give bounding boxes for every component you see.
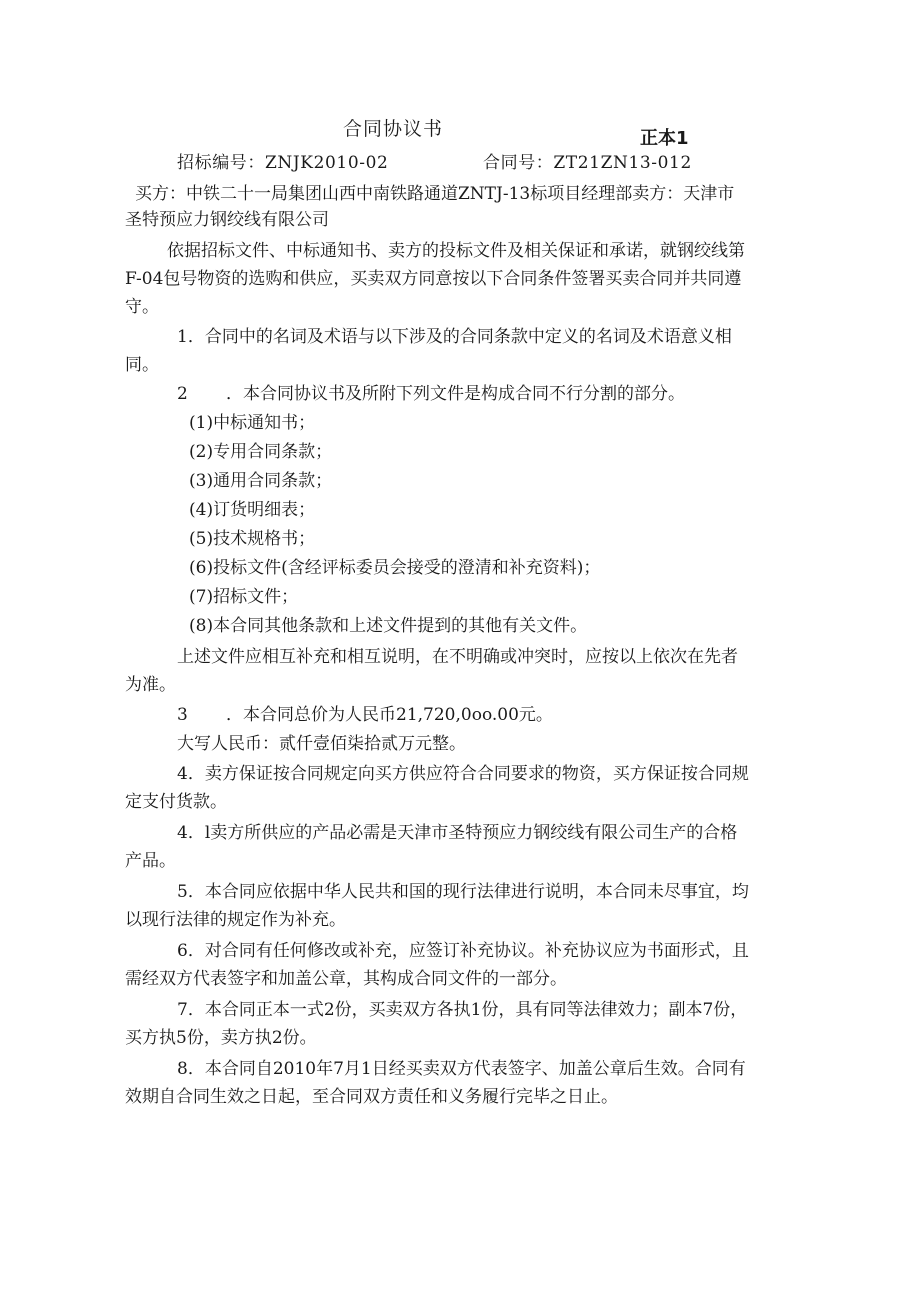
parties-line-2: 圣特预应力钢绞线有限公司 <box>125 210 329 230</box>
clause-6-line-1: 6．对合同有任何修改或补充，应签订补充协议。补充协议应为书面形式，且 <box>177 941 749 961</box>
clause-2-note-line-2: 为准。 <box>125 675 176 695</box>
clause-2-item-6: (6)投标文件(含经评标委员会接受的澄清和补充资料)； <box>189 558 601 578</box>
clause-2-item-5: (5)技术规格书； <box>189 529 316 549</box>
intro-line-2: F-04包号物资的选购和供应，买卖双方同意按以下合同条件签署买卖合同并共同遵 <box>125 269 742 289</box>
clause-8-line-2: 效期自合同生效之日起，至合同双方责任和义务履行完毕之日止。 <box>125 1087 618 1107</box>
clause-8-line-1: 8．本合同自2010年7月1日经买卖双方代表签字、加盖公章后生效。合同有 <box>177 1059 746 1079</box>
clause-2-item-7: (7)招标文件； <box>189 587 299 607</box>
intro-line-1: 依据招标文件、中标通知书、卖方的投标文件及相关保证和承诺，就钢绞线第 <box>167 241 745 261</box>
clause-7-line-2: 买方执5份，卖方执2份。 <box>125 1028 317 1048</box>
clause-3-number: 3 <box>177 705 188 725</box>
clause-2-note-line-1: 上述文件应相互补充和相互说明，在不明确或冲突时，应按以上依次在先者 <box>177 647 738 667</box>
clause-5-line-1: 5．本合同应依据中华人民共和国的现行法律进行说明，本合同未尽事宜，均 <box>177 882 749 902</box>
clause-2-item-4: (4)订货明细表； <box>189 500 316 520</box>
clause-6-line-2: 需经双方代表签字和加盖公章，其构成合同文件的一部分。 <box>125 969 567 989</box>
clause-4-1-line-2: 产品。 <box>125 851 176 871</box>
clause-4-1-line-1: 4．l卖方所供应的产品必需是天津市圣特预应力钢绞线有限公司生产的合格 <box>177 823 738 843</box>
clause-2-text: ．本合同协议书及所附下列文件是构成合同不行分割的部分。 <box>226 384 685 404</box>
clause-3-text: ．本合同总价为人民币21,720,0oo.00元。 <box>226 705 553 725</box>
intro-line-3: 守。 <box>125 297 159 317</box>
clause-3-uppercase-amount: 大写人民币：贰仟壹佰柒拾贰万元整。 <box>177 734 466 754</box>
document-title: 合同协议书 <box>343 118 444 140</box>
clause-4-line-2: 定支付货款。 <box>125 792 227 812</box>
copy-tag: 正本1 <box>640 128 689 149</box>
clause-7-line-1: 7．本合同正本一式2份，买卖双方各执1份，具有同等法律效力；副本7份， <box>177 1000 748 1020</box>
clause-1-line-1: 1．合同中的名词及术语与以下涉及的合同条款中定义的名词及术语意义相 <box>177 327 732 347</box>
clause-2-number: 2 <box>177 384 188 404</box>
contract-number: 合同号：ZT21ZN13-012 <box>483 153 692 173</box>
tender-number: 招标编号：ZNJK2010-02 <box>177 153 389 173</box>
clause-2-item-1: (1)中标通知书； <box>189 413 316 433</box>
clause-2-item-2: (2)专用合同条款； <box>189 442 333 462</box>
clause-1-line-2: 同。 <box>125 355 159 375</box>
clause-2-item-3: (3)通用合同条款； <box>189 471 333 491</box>
clause-2-item-8: (8)本合同其他条款和上述文件提到的其他有关文件。 <box>189 616 588 636</box>
clause-5-line-2: 以现行法律的规定作为补充。 <box>125 910 346 930</box>
clause-4-line-1: 4．卖方保证按合同规定向买方供应符合合同要求的物资，买方保证按合同规 <box>177 764 749 784</box>
parties-line-1: 买方：中铁二十一局集团山西中南铁路通道ZNTJ-13标项目经理部卖方：天津市 <box>135 184 735 204</box>
